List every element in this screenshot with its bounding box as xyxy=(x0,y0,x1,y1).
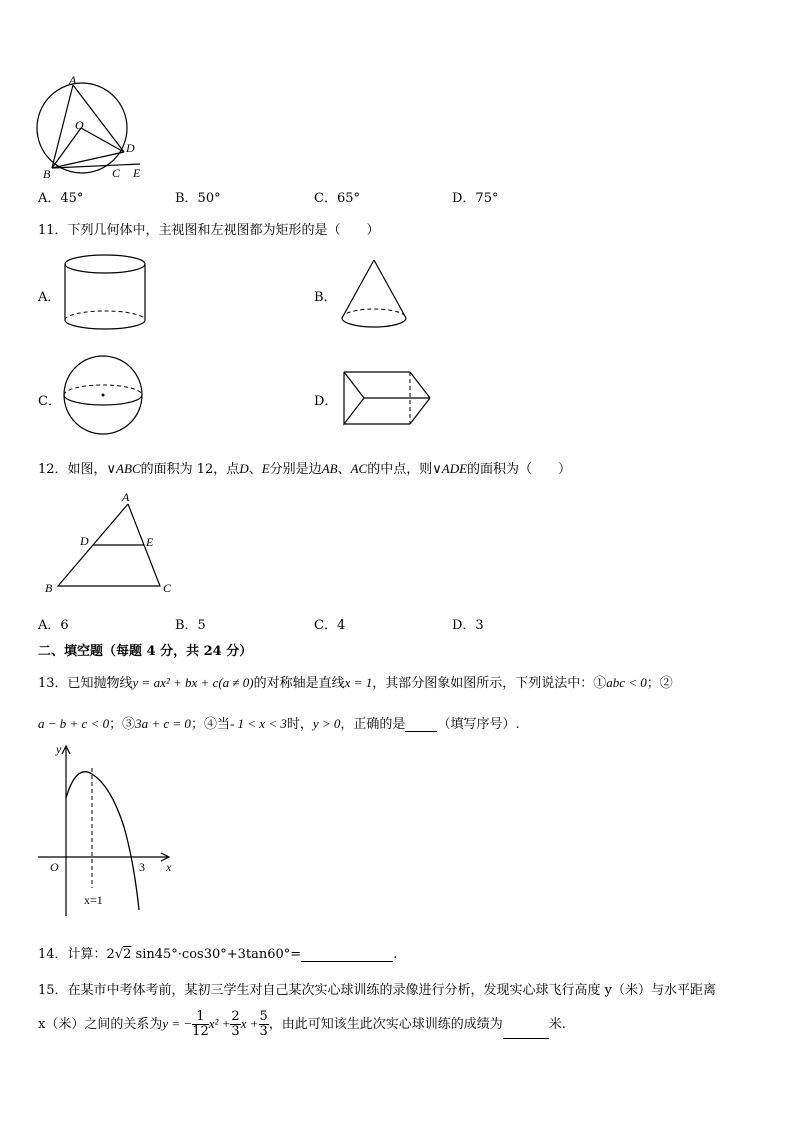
q13-answer-blank[interactable] xyxy=(405,717,437,732)
q12-stem: 12．如图，∨ABC的面积为 12，点D、E分别是边AB、AC的中点，则∨ADE的面积为（ ） xyxy=(38,461,572,477)
q12-label-a: A xyxy=(122,490,130,504)
q13-label-y: y xyxy=(56,742,62,756)
section-title: 二、填空题（每题 4 分，共 24 分） xyxy=(38,644,253,659)
cone-icon xyxy=(338,256,412,334)
q10-option-c: C．65° xyxy=(314,191,360,206)
q11-option-c-letter: C． xyxy=(38,394,61,409)
q14-answer-blank[interactable] xyxy=(301,947,393,962)
q10-label-c: C xyxy=(112,166,121,180)
q13-label-3: 3 xyxy=(139,860,145,874)
q13-label-x1: x=1 xyxy=(84,893,103,907)
q12-label-d: D xyxy=(80,534,89,548)
q13-label-x: x xyxy=(166,860,172,874)
q11-option-b-letter: B． xyxy=(314,290,337,305)
q15-line1: 15．在某市中考体考前，某初三学生对自己某次实心球训练的录像进行分析，发现实心球飞行高度 y（米）与水平距离 xyxy=(38,983,717,998)
q14-radicand: 2 xyxy=(123,947,132,962)
q10-label-d: D xyxy=(126,141,135,155)
sphere-icon xyxy=(60,355,148,435)
q10-label-a: A xyxy=(69,76,77,87)
q12-option-c: C．4 xyxy=(314,618,346,633)
q15-line2: x（米）之间的关系为y = − $\frac{1}{12}$ x² + $\frac{2}{3}$ x + $\frac{5}{3}$ ，由此可知该生此次实心球训练的成绩为 米. xyxy=(38,1009,566,1039)
q10-label-o: O xyxy=(75,118,84,132)
q12-label-b: B xyxy=(45,581,53,595)
q11-stem: 11．下列几何体中，主视图和左视图都为矩形的是（ ） xyxy=(38,223,380,238)
q12-label-c: C xyxy=(163,581,172,595)
q12-option-d: D．3 xyxy=(452,618,484,633)
q15-fraction-2: $\frac{2}{3}$ xyxy=(231,1009,240,1039)
q14-line: 14．计算：2√2 sin45°·cos30°+3tan60°= . xyxy=(38,947,398,962)
q15-answer-blank[interactable] xyxy=(503,1024,549,1039)
q10-label-b: B xyxy=(43,167,51,180)
q10-option-a: A．45° xyxy=(38,191,84,206)
q12-option-a: A．6 xyxy=(38,618,69,633)
q14-coef: 2 xyxy=(106,947,115,962)
cylinder-icon xyxy=(62,252,150,334)
q13-parabola-graph xyxy=(36,742,186,920)
q15-fraction-3: $\frac{5}{3}$ xyxy=(259,1009,268,1039)
q11-option-a-letter: A． xyxy=(38,290,61,305)
prism-icon xyxy=(340,366,436,430)
q10-circle-figure xyxy=(30,76,150,180)
sqrt-icon: √ xyxy=(114,947,124,962)
q13-line2: a − b + c < 0；③3a + c = 0；④当- 1 < x < 3时，y > 0，正确的是 （填写序号）. xyxy=(38,716,520,732)
q12-triangle-figure xyxy=(40,490,180,598)
q13-line1: 13．已知抛物线y = ax² + bx + c(a ≠ 0)的对称轴是直线x = 1，其部分图象如图所示，下列说法中：①abc < 0；② xyxy=(38,675,673,691)
q12-option-b: B．5 xyxy=(175,618,206,633)
q10-label-e: E xyxy=(133,166,141,180)
q10-option-b: B．50° xyxy=(175,191,221,206)
q11-option-d-letter: D． xyxy=(314,394,338,409)
q13-label-o: O xyxy=(50,860,59,874)
q15-fraction-1: $\frac{1}{12}$ xyxy=(192,1009,209,1039)
q12-label-e: E xyxy=(146,535,154,549)
q10-option-d: D．75° xyxy=(452,191,499,206)
